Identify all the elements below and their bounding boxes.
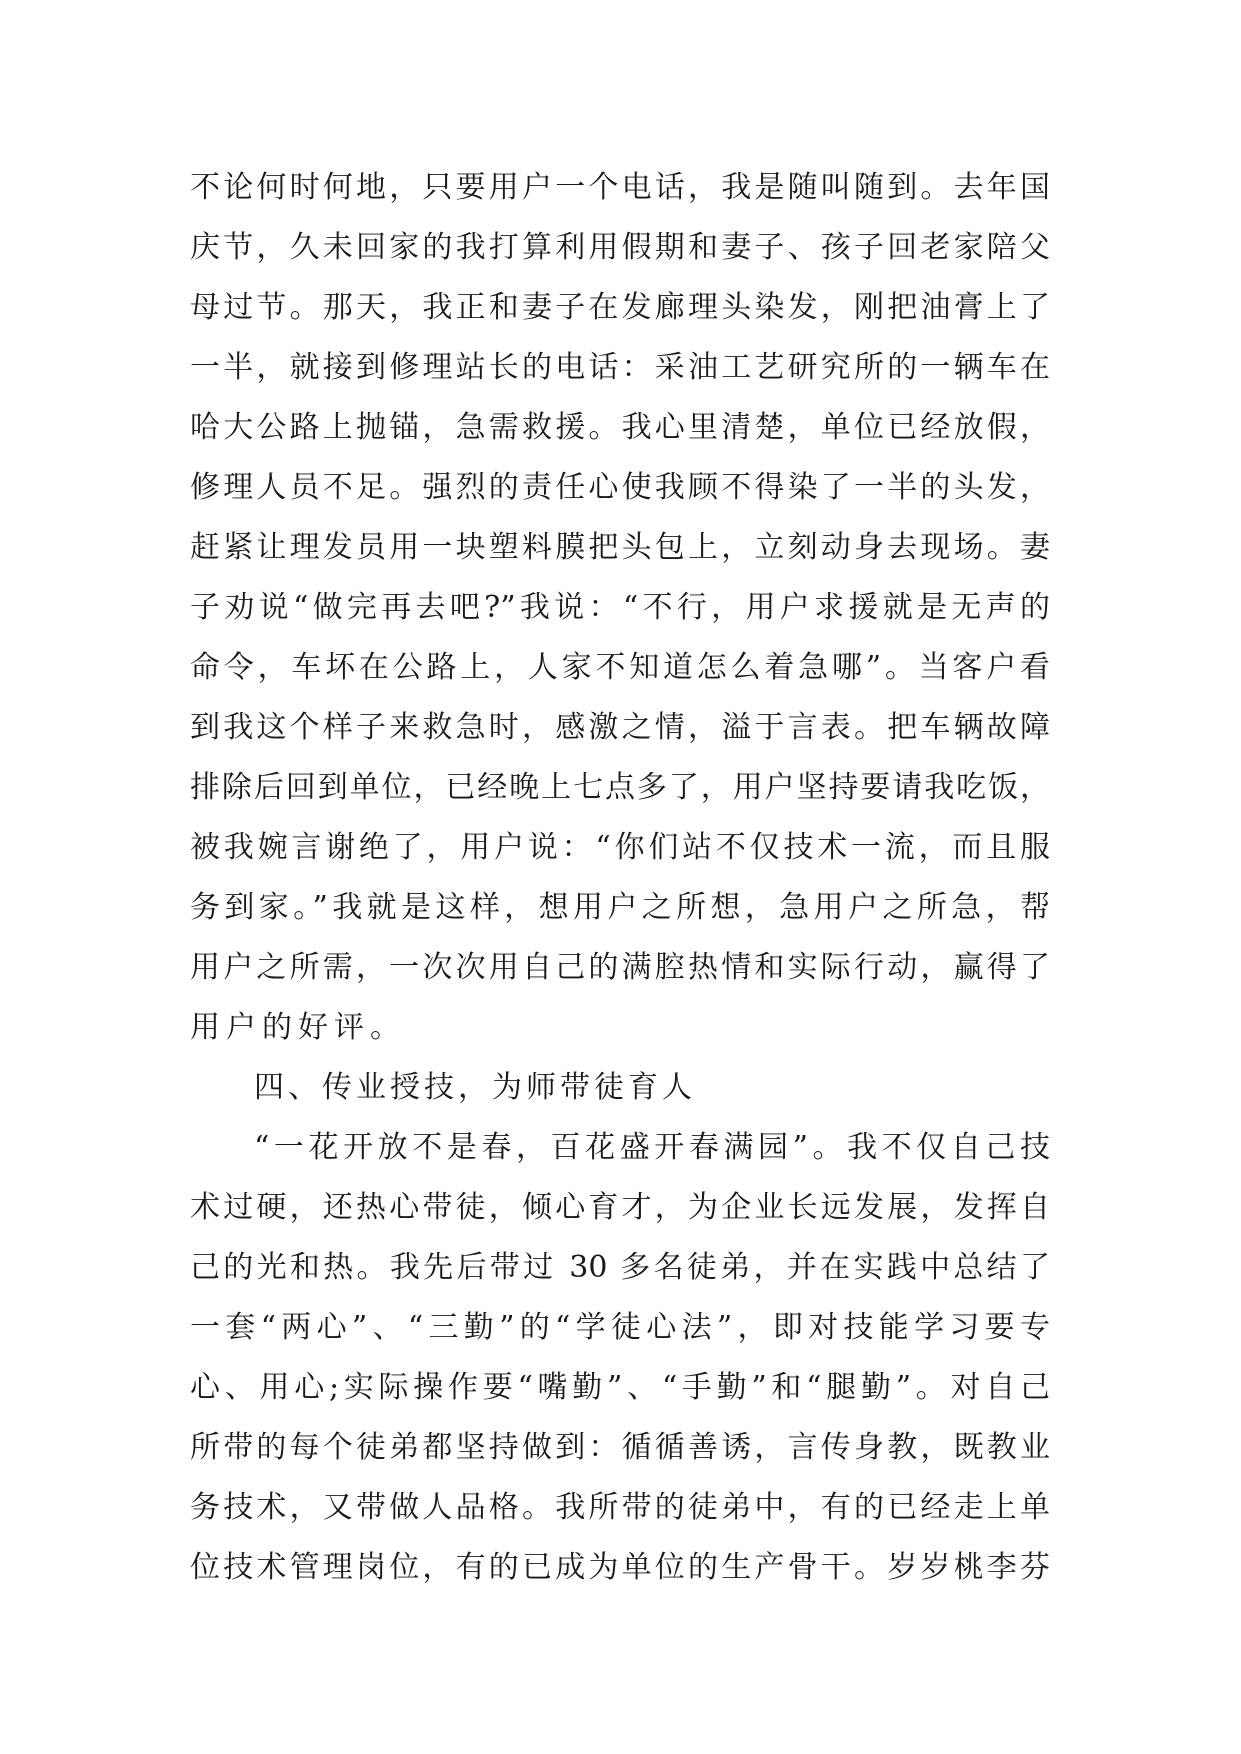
paragraph-line: 术过硬，还热心带徒，倾心育才，为企业长远发展，发挥自 (190, 1190, 1050, 1225)
paragraph-line: 庆节，久未回家的我打算利用假期和妻子、孩子回老家陪父 (190, 230, 1050, 265)
paragraph-line: 母过节。那天，我正和妻子在发廊理头染发，刚把油膏上了 (190, 290, 1050, 325)
paragraph-line: 用户的好评。 (190, 1010, 406, 1045)
paragraph-line: 子劝说“做完再去吧?”我说：“不行，用户求援就是无声的 (190, 590, 1050, 625)
paragraph-line: 被我婉言谢绝了，用户说：“你们站不仅技术一流，而且服 (190, 830, 1050, 865)
paragraph-line: 用户之所需，一次次用自己的满腔热情和实际行动，赢得了 (190, 950, 1050, 985)
paragraph-line: 不论何时何地，只要用户一个电话，我是随叫随到。去年国 (190, 170, 1050, 205)
paragraph-line: “一花开放不是春，百花盛开春满园”。我不仅自己技 (254, 1130, 1050, 1165)
paragraph-line: 务到家。”我就是这样，想用户之所想，急用户之所急，帮 (190, 890, 1050, 925)
paragraph-line: 一半，就接到修理站长的电话：采油工艺研究所的一辆车在 (190, 350, 1050, 385)
section-heading: 四、传业授技，为师带徒育人 (254, 1070, 696, 1105)
paragraph-line: 务技术，又带做人品格。我所带的徒弟中，有的已经走上单 (190, 1490, 1050, 1525)
paragraph-line: 命令，车坏在公路上，人家不知道怎么着急哪”。当客户看 (190, 650, 1050, 685)
paragraph-line: 到我这个样子来救急时，感激之情，溢于言表。把车辆故障 (190, 710, 1050, 745)
paragraph-line: 所带的每个徒弟都坚持做到：循循善诱，言传身教，既教业 (190, 1430, 1050, 1465)
paragraph-line: 心、用心;实际操作要“嘴勤”、“手勤”和“腿勤”。对自己 (190, 1370, 1050, 1405)
paragraph-line: 赶紧让理发员用一块塑料膜把头包上，立刻动身去现场。妻 (190, 530, 1050, 565)
paragraph-line: 排除后回到单位，已经晚上七点多了，用户坚持要请我吃饭， (190, 770, 1050, 805)
paragraph-line: 修理人员不足。强烈的责任心使我顾不得染了一半的头发， (190, 470, 1050, 505)
paragraph-line: 己的光和热。我先后带过 30 多名徒弟，并在实践中总结了 (190, 1250, 1050, 1285)
document-body (190, 158, 1050, 1598)
paragraph-line: 一套“两心”、“三勤”的“学徒心法”，即对技能学习要专 (190, 1310, 1050, 1345)
paragraph-line: 位技术管理岗位，有的已成为单位的生产骨干。岁岁桃李芬 (190, 1550, 1050, 1585)
paragraph-line: 哈大公路上抛锚，急需救援。我心里清楚，单位已经放假， (190, 410, 1050, 445)
